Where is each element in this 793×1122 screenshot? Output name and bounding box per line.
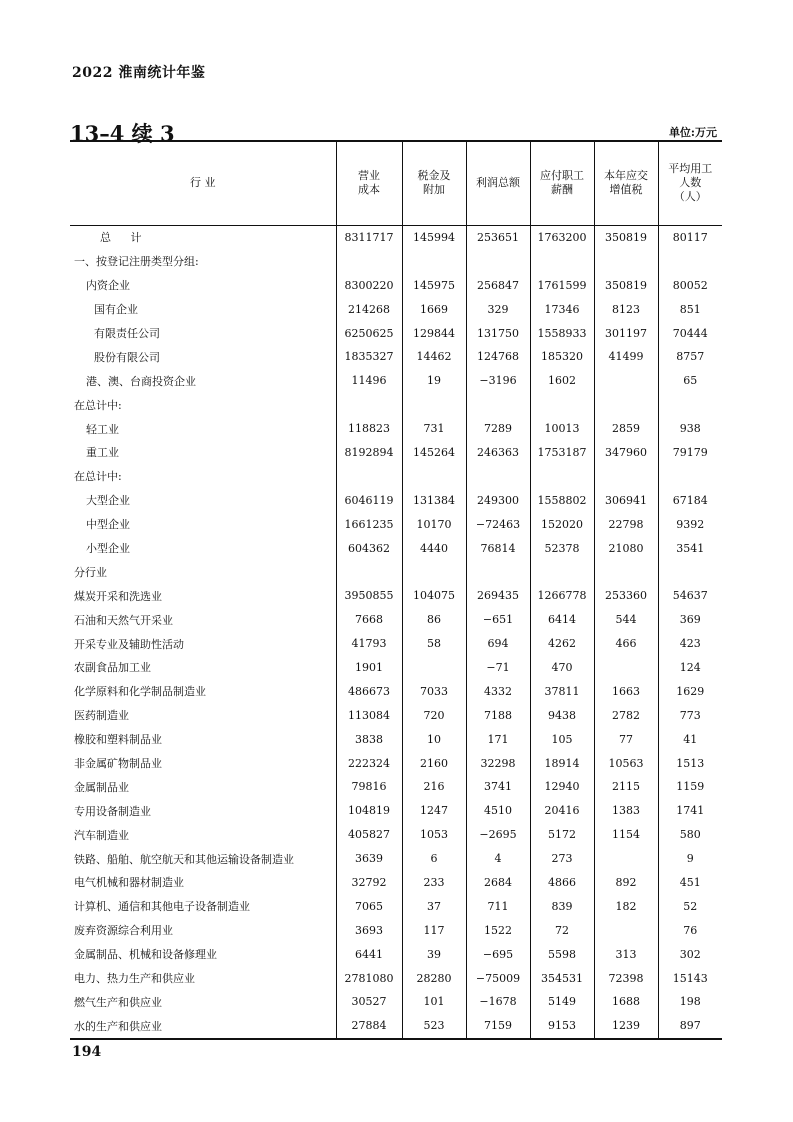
- row-label: 石油和天然气开采业: [74, 613, 173, 627]
- row-label: 轻工业: [86, 422, 119, 436]
- table-body: [70, 225, 722, 1039]
- cell-value: −695: [466, 942, 530, 966]
- cell-value: 70444: [658, 321, 722, 345]
- cell-value: 129844: [402, 321, 466, 345]
- table-row: [70, 871, 722, 895]
- cell-value: 124768: [466, 345, 530, 369]
- cell-value: 544: [594, 608, 658, 632]
- cell-value: [336, 249, 402, 273]
- cell-value: 731: [402, 417, 466, 441]
- cell-value: 76: [658, 918, 722, 942]
- cell-value: [594, 369, 658, 393]
- cell-value: 253651: [466, 225, 530, 249]
- cell-value: 720: [402, 703, 466, 727]
- cell-value: 52: [658, 894, 722, 918]
- table-row: [70, 321, 722, 345]
- cell-value: [594, 847, 658, 871]
- cell-value: 76814: [466, 536, 530, 560]
- table-row: [70, 894, 722, 918]
- cell-value: 80117: [658, 225, 722, 249]
- cell-value: 2781080: [336, 966, 402, 990]
- table-row: [70, 536, 722, 560]
- cell-value: 350819: [594, 225, 658, 249]
- cell-value: 18914: [530, 751, 594, 775]
- unit-label: 单位:万元: [668, 126, 717, 139]
- cell-value: 77: [594, 727, 658, 751]
- cell-value: 369: [658, 608, 722, 632]
- cell-value: 117: [402, 918, 466, 942]
- cell-value: 5172: [530, 823, 594, 847]
- cell-value: [594, 249, 658, 273]
- table-row: [70, 249, 722, 273]
- row-label: 废弃资源综合利用业: [74, 924, 173, 938]
- cell-value: [658, 464, 722, 488]
- table-row: [70, 656, 722, 680]
- table-row: [70, 441, 722, 465]
- cell-value: 19: [402, 369, 466, 393]
- cell-value: 4262: [530, 632, 594, 656]
- cell-value: 10: [402, 727, 466, 751]
- cell-value: 9392: [658, 512, 722, 536]
- cell-value: 246363: [466, 441, 530, 465]
- cell-value: 1669: [402, 297, 466, 321]
- cell-value: 1835327: [336, 345, 402, 369]
- cell-value: 604362: [336, 536, 402, 560]
- cell-value: 4510: [466, 799, 530, 823]
- cell-value: [594, 464, 658, 488]
- row-label: 铁路、船舶、航空航天和其他运输设备制造业: [74, 852, 294, 866]
- cell-value: 20416: [530, 799, 594, 823]
- cell-value: 17346: [530, 297, 594, 321]
- cell-value: [530, 560, 594, 584]
- cell-value: 423: [658, 632, 722, 656]
- cell-value: 256847: [466, 273, 530, 297]
- cell-value: 12940: [530, 775, 594, 799]
- cell-value: [336, 464, 402, 488]
- cell-value: 9: [658, 847, 722, 871]
- table-row: [70, 632, 722, 656]
- cell-value: 37: [402, 894, 466, 918]
- cell-value: 451: [658, 871, 722, 895]
- cell-value: 5598: [530, 942, 594, 966]
- cell-value: 8123: [594, 297, 658, 321]
- cell-value: 52378: [530, 536, 594, 560]
- row-label: 计算机、通信和其他电子设备制造业: [74, 900, 250, 914]
- table-row: [70, 512, 722, 536]
- table-row: [70, 823, 722, 847]
- cell-value: 145994: [402, 225, 466, 249]
- cell-value: 523: [402, 1014, 466, 1039]
- cell-value: [658, 393, 722, 417]
- cell-value: [466, 249, 530, 273]
- cell-value: 1522: [466, 918, 530, 942]
- cell-value: 405827: [336, 823, 402, 847]
- cell-value: −72463: [466, 512, 530, 536]
- cell-value: 4: [466, 847, 530, 871]
- table-row: [70, 775, 722, 799]
- cell-value: 8192894: [336, 441, 402, 465]
- row-label: 水的生产和供应业: [70, 1014, 336, 1039]
- cell-value: 37811: [530, 679, 594, 703]
- cell-value: 350819: [594, 273, 658, 297]
- cell-value: 1663: [594, 679, 658, 703]
- cell-value: 101: [402, 990, 466, 1014]
- cell-value: −71: [466, 656, 530, 680]
- cell-value: 938: [658, 417, 722, 441]
- cell-value: 10563: [594, 751, 658, 775]
- header-vat-payable: 本年应交 增值税: [594, 141, 658, 225]
- row-label: 农副食品加工业: [74, 661, 151, 675]
- cell-value: 1558802: [530, 488, 594, 512]
- table-title: 13–4 续 3: [70, 121, 175, 146]
- cell-value: 273: [530, 847, 594, 871]
- row-label: 总 计: [100, 231, 150, 245]
- cell-value: 694: [466, 632, 530, 656]
- cell-value: 9438: [530, 703, 594, 727]
- cell-value: [530, 249, 594, 273]
- cell-value: 58: [402, 632, 466, 656]
- cell-value: 1154: [594, 823, 658, 847]
- header-total-profit: 利润总额: [466, 141, 530, 225]
- table-row: [70, 847, 722, 871]
- cell-value: 41499: [594, 345, 658, 369]
- cell-value: 1688: [594, 990, 658, 1014]
- cell-value: −2695: [466, 823, 530, 847]
- cell-value: 486673: [336, 679, 402, 703]
- cell-value: 2684: [466, 871, 530, 895]
- cell-value: 80052: [658, 273, 722, 297]
- cell-value: 313: [594, 942, 658, 966]
- row-label: 开采专业及辅助性活动: [74, 637, 184, 651]
- cell-value: 249300: [466, 488, 530, 512]
- cell-value: 79816: [336, 775, 402, 799]
- table-row: [70, 584, 722, 608]
- table-row: [70, 799, 722, 823]
- table-row: [70, 966, 722, 990]
- cell-value: [658, 249, 722, 273]
- cell-value: 10170: [402, 512, 466, 536]
- row-label: 有限责任公司: [94, 327, 160, 340]
- cell-value: 145264: [402, 441, 466, 465]
- cell-value: 354531: [530, 966, 594, 990]
- cell-value: 113084: [336, 703, 402, 727]
- cell-value: 72: [530, 918, 594, 942]
- cell-value: 897: [658, 1014, 722, 1039]
- cell-value: 1661235: [336, 512, 402, 536]
- cell-value: 152020: [530, 512, 594, 536]
- cell-value: 892: [594, 871, 658, 895]
- row-label: 电力、热力生产和供应业: [74, 972, 195, 986]
- row-label: 金属制品业: [74, 780, 129, 794]
- cell-value: 2160: [402, 751, 466, 775]
- cell-value: 7065: [336, 894, 402, 918]
- cell-value: 1558933: [530, 321, 594, 345]
- cell-value: [594, 918, 658, 942]
- cell-value: 72398: [594, 966, 658, 990]
- cell-value: 839: [530, 894, 594, 918]
- cell-value: 3741: [466, 775, 530, 799]
- cell-value: 1741: [658, 799, 722, 823]
- cell-value: 222324: [336, 751, 402, 775]
- cell-value: [466, 393, 530, 417]
- cell-value: 8757: [658, 345, 722, 369]
- cell-value: 3693: [336, 918, 402, 942]
- cell-value: 65: [658, 369, 722, 393]
- cell-value: [466, 464, 530, 488]
- cell-value: 5149: [530, 990, 594, 1014]
- header-industry: 行 业: [70, 141, 336, 225]
- row-label: 煤炭开采和洗选业: [74, 589, 162, 603]
- cell-value: 1053: [402, 823, 466, 847]
- cell-value: 329: [466, 297, 530, 321]
- cell-value: 580: [658, 823, 722, 847]
- cell-value: [402, 656, 466, 680]
- row-label: 重工业: [86, 446, 119, 460]
- cell-value: 27884: [336, 1014, 402, 1039]
- cell-value: 470: [530, 656, 594, 680]
- cell-value: 1629: [658, 679, 722, 703]
- cell-value: [336, 393, 402, 417]
- cell-value: 6: [402, 847, 466, 871]
- table-row: [70, 345, 722, 369]
- cell-value: 15143: [658, 966, 722, 990]
- cell-value: 145975: [402, 273, 466, 297]
- cell-value: 851: [658, 297, 722, 321]
- cell-value: 54637: [658, 584, 722, 608]
- cell-value: −75009: [466, 966, 530, 990]
- cell-value: [402, 249, 466, 273]
- cell-value: 185320: [530, 345, 594, 369]
- cell-value: 22798: [594, 512, 658, 536]
- cell-value: 198: [658, 990, 722, 1014]
- row-label: 非金属矿物制品业: [74, 757, 162, 771]
- cell-value: 9153: [530, 1014, 594, 1039]
- cell-value: 1753187: [530, 441, 594, 465]
- cell-value: 7188: [466, 703, 530, 727]
- cell-value: 3838: [336, 727, 402, 751]
- cell-value: 30527: [336, 990, 402, 1014]
- cell-value: [402, 393, 466, 417]
- cell-value: 253360: [594, 584, 658, 608]
- table-row: [70, 369, 722, 393]
- cell-value: 6441: [336, 942, 402, 966]
- cell-value: [594, 560, 658, 584]
- row-label: 港、澳、台商投资企业: [86, 374, 196, 388]
- cell-value: [530, 464, 594, 488]
- cell-value: 41793: [336, 632, 402, 656]
- cell-value: 711: [466, 894, 530, 918]
- table-row: [70, 703, 722, 727]
- cell-value: 466: [594, 632, 658, 656]
- cell-value: [594, 393, 658, 417]
- cell-value: 1159: [658, 775, 722, 799]
- table-row: [70, 464, 722, 488]
- cell-value: 118823: [336, 417, 402, 441]
- cell-value: 269435: [466, 584, 530, 608]
- cell-value: 1266778: [530, 584, 594, 608]
- cell-value: 6046119: [336, 488, 402, 512]
- table-row: [70, 297, 722, 321]
- row-label: 金属制品、机械和设备修理业: [74, 948, 217, 962]
- cell-value: 21080: [594, 536, 658, 560]
- header-row: [70, 141, 722, 225]
- cell-value: 214268: [336, 297, 402, 321]
- table-row: [70, 225, 722, 249]
- header-avg-employees: 平均用工 人数 （人）: [658, 141, 722, 225]
- row-label: 小型企业: [86, 542, 130, 556]
- row-label: 在总计中:: [74, 398, 122, 412]
- cell-value: [402, 560, 466, 584]
- cell-value: [336, 560, 402, 584]
- statistics-table: [70, 140, 722, 1040]
- table-row: [70, 990, 722, 1014]
- cell-value: 8311717: [336, 225, 402, 249]
- cell-value: 67184: [658, 488, 722, 512]
- cell-value: 216: [402, 775, 466, 799]
- cell-value: 32298: [466, 751, 530, 775]
- cell-value: 4440: [402, 536, 466, 560]
- table-row: [70, 273, 722, 297]
- table-row: [70, 560, 722, 584]
- row-label: 专用设备制造业: [74, 804, 151, 818]
- cell-value: 7159: [466, 1014, 530, 1039]
- row-label: 股份有限公司: [94, 350, 160, 364]
- table-row: [70, 679, 722, 703]
- cell-value: 1763200: [530, 225, 594, 249]
- cell-value: 1247: [402, 799, 466, 823]
- row-label: 燃气生产和供应业: [74, 995, 162, 1009]
- cell-value: 171: [466, 727, 530, 751]
- header-taxes-surcharges: 税金及 附加: [402, 141, 466, 225]
- header-operating-cost: 营业 成本: [336, 141, 402, 225]
- cell-value: 4866: [530, 871, 594, 895]
- cell-value: 11496: [336, 369, 402, 393]
- cell-value: [658, 560, 722, 584]
- cell-value: [466, 560, 530, 584]
- cell-value: 773: [658, 703, 722, 727]
- cell-value: 7668: [336, 608, 402, 632]
- running-head: 2022 淮南统计年鉴: [72, 65, 206, 81]
- cell-value: [594, 656, 658, 680]
- cell-value: 306941: [594, 488, 658, 512]
- cell-value: 86: [402, 608, 466, 632]
- cell-value: −651: [466, 608, 530, 632]
- cell-value: 28280: [402, 966, 466, 990]
- cell-value: [402, 464, 466, 488]
- cell-value: 302: [658, 942, 722, 966]
- cell-value: 79179: [658, 441, 722, 465]
- cell-value: 1239: [594, 1014, 658, 1039]
- cell-value: 131750: [466, 321, 530, 345]
- cell-value: 105: [530, 727, 594, 751]
- row-label: 电气机械和器材制造业: [74, 876, 184, 890]
- cell-value: 301197: [594, 321, 658, 345]
- cell-value: 7033: [402, 679, 466, 703]
- cell-value: 10013: [530, 417, 594, 441]
- header-payroll-payable: 应付职工 薪酬: [530, 141, 594, 225]
- cell-value: −1678: [466, 990, 530, 1014]
- cell-value: 1383: [594, 799, 658, 823]
- cell-value: 1513: [658, 751, 722, 775]
- row-label: 化学原料和化学制品制造业: [74, 685, 206, 699]
- cell-value: 104819: [336, 799, 402, 823]
- cell-value: [530, 393, 594, 417]
- table-row: [70, 942, 722, 966]
- cell-value: 182: [594, 894, 658, 918]
- cell-value: 14462: [402, 345, 466, 369]
- table-row: [70, 918, 722, 942]
- cell-value: 3639: [336, 847, 402, 871]
- row-label: 大型企业: [86, 494, 130, 508]
- cell-value: 131384: [402, 488, 466, 512]
- row-label: 汽车制造业: [74, 828, 129, 842]
- cell-value: 41: [658, 727, 722, 751]
- row-label: 一、按登记注册类型分组:: [74, 255, 199, 269]
- cell-value: 1602: [530, 369, 594, 393]
- cell-value: 4332: [466, 679, 530, 703]
- row-label: 在总计中:: [74, 470, 122, 484]
- table-row: [70, 727, 722, 751]
- cell-value: −3196: [466, 369, 530, 393]
- row-label: 国有企业: [94, 303, 138, 317]
- table-row: [70, 417, 722, 441]
- cell-value: 1761599: [530, 273, 594, 297]
- table-row: [70, 393, 722, 417]
- cell-value: 2859: [594, 417, 658, 441]
- cell-value: 2782: [594, 703, 658, 727]
- cell-value: 7289: [466, 417, 530, 441]
- table-row: [70, 1014, 722, 1039]
- cell-value: 3950855: [336, 584, 402, 608]
- cell-value: 3541: [658, 536, 722, 560]
- cell-value: 124: [658, 656, 722, 680]
- row-label: 中型企业: [86, 518, 130, 532]
- table-row: [70, 488, 722, 512]
- cell-value: 32792: [336, 871, 402, 895]
- cell-value: 347960: [594, 441, 658, 465]
- table-row: [70, 751, 722, 775]
- cell-value: 8300220: [336, 273, 402, 297]
- cell-value: 6250625: [336, 321, 402, 345]
- row-label: 医药制造业: [74, 709, 129, 723]
- cell-value: 1901: [336, 656, 402, 680]
- cell-value: 104075: [402, 584, 466, 608]
- table-row: [70, 608, 722, 632]
- row-label: 橡胶和塑料制品业: [74, 733, 162, 747]
- cell-value: 2115: [594, 775, 658, 799]
- cell-value: 233: [402, 871, 466, 895]
- row-label: 分行业: [74, 565, 107, 579]
- page-number: 194: [72, 1044, 102, 1060]
- cell-value: 39: [402, 942, 466, 966]
- cell-value: 6414: [530, 608, 594, 632]
- row-label: 内资企业: [86, 279, 130, 293]
